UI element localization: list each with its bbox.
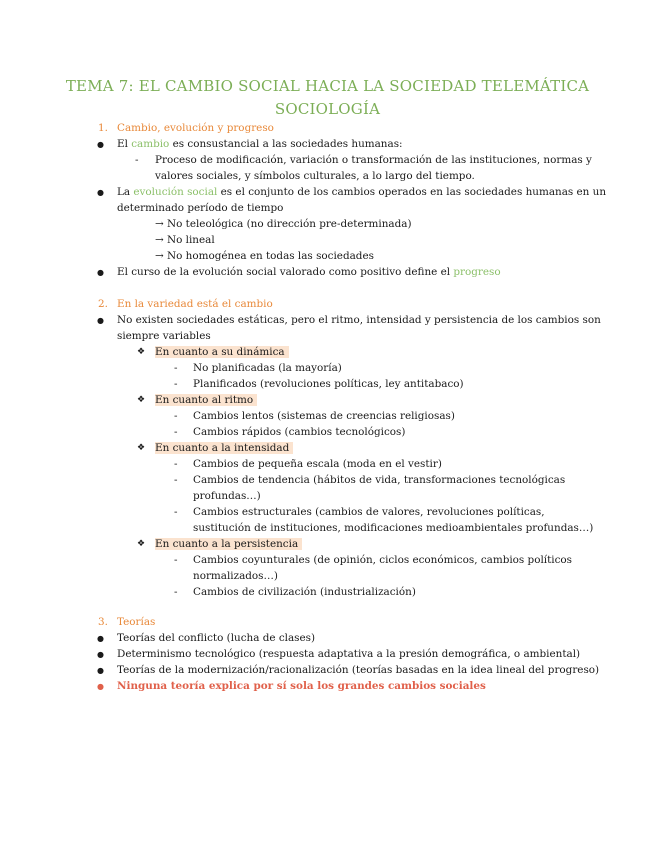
- s2-group-2: [155, 393, 257, 408]
- s2-g3-item-3-line-2: sustitución de instituciones, modificaciones medioambientales profundas…): [193, 522, 594, 534]
- s1-arrow-3: → No homogénea en todas las sociedades: [155, 250, 374, 262]
- dash-icon: -: [174, 474, 178, 486]
- s2-group-2-label: En cuanto al ritmo: [155, 394, 257, 406]
- bullet-icon: ●: [97, 316, 104, 325]
- section-2-number: 2.: [98, 298, 108, 310]
- bullet-icon: ●: [97, 650, 104, 659]
- s2-g3-item-1: Cambios de pequeña escala (moda en el vestir): [193, 458, 442, 470]
- diamond-bullet-icon: ❖: [137, 347, 146, 357]
- s2-g3-item-2-line-1: Cambios de tendencia (hábitos de vida, transformaciones tecnológicas: [193, 474, 566, 486]
- s3-bullet-3: Teorías de la modernización/racionalización (teorías basadas en la idea lineal del progreso): [117, 664, 600, 676]
- s2-g3-item-2-line-2: profundas…): [193, 490, 261, 502]
- s2-bullet-1-line-1: No existen sociedades estáticas, pero el ritmo, intensidad y persistencia de los cambios son: [117, 314, 601, 326]
- s1-arrow-2: → No lineal: [155, 234, 215, 246]
- s2-g4-item-1-line-1: Cambios coyunturales (de opinión, ciclos económicos, cambios políticos: [193, 554, 573, 566]
- s2-g2-item-2: Cambios rápidos (cambios tecnológicos): [193, 426, 406, 438]
- diamond-bullet-icon: ❖: [137, 395, 146, 405]
- s2-bullet-1-line-2: siempre variables: [117, 330, 211, 342]
- s1-b3-highlight: progreso: [453, 266, 501, 278]
- bullet-icon: ●: [97, 268, 104, 277]
- s2-group-3: [155, 441, 293, 456]
- dash-icon: -: [135, 154, 139, 166]
- section-1-number: 1.: [98, 122, 108, 134]
- bullet-icon: ●: [97, 634, 104, 643]
- s2-g4-item-2: Cambios de civilización (industrialización): [193, 586, 416, 598]
- diamond-bullet-icon: ❖: [137, 539, 146, 549]
- dash-icon: -: [174, 506, 178, 518]
- s1-bullet-1: [117, 137, 403, 152]
- dash-icon: -: [174, 554, 178, 566]
- s2-g1-item-1: No planificadas (la mayoría): [193, 362, 342, 374]
- s1-b1-post: es consustancial a las sociedades humanas:: [169, 138, 403, 150]
- s3-bullet-4: Ninguna teoría explica por sí sola los grandes cambios sociales: [117, 680, 486, 692]
- section-1-heading: Cambio, evolución y progreso: [117, 122, 274, 134]
- diamond-bullet-icon: ❖: [137, 443, 146, 453]
- s3-bullet-2: Determinismo tecnológico (respuesta adaptativa a la presión demográfica, o ambiental): [117, 648, 581, 660]
- s2-group-1: [155, 345, 289, 360]
- s2-group-4: [155, 537, 302, 552]
- s1-b2-pre: La: [117, 186, 134, 198]
- dash-icon: -: [174, 362, 178, 374]
- s1-bullet-2-line-2: determinado período de tiempo: [117, 202, 284, 214]
- s1-b2-highlight: evolución social: [133, 186, 218, 198]
- dash-icon: -: [174, 378, 178, 390]
- s1-b2-post: es el conjunto de los cambios operados en las sociedades humanas en un: [217, 186, 607, 198]
- section-3-heading: Teorías: [117, 616, 156, 628]
- s1-b1-pre: El: [117, 138, 132, 150]
- s2-g1-item-2: Planificados (revoluciones políticas, ley antitabaco): [193, 378, 464, 390]
- s1-b1-highlight: cambio: [131, 138, 170, 150]
- s2-group-1-label: En cuanto a su dinámica: [155, 346, 289, 358]
- document-subtitle: SOCIOLOGÍA: [274, 100, 381, 118]
- bullet-icon: ●: [97, 681, 104, 691]
- dash-icon: -: [174, 458, 178, 470]
- bullet-icon: ●: [97, 188, 104, 197]
- s1-b3-pre: El curso de la evolución social valorado como positivo define el: [117, 266, 454, 278]
- section-2-heading: En la variedad está el cambio: [117, 298, 273, 310]
- s2-group-3-label: En cuanto a la intensidad: [155, 442, 293, 454]
- s1-dash-line-1: Proceso de modificación, variación o transformación de las instituciones, normas y: [155, 154, 592, 166]
- bullet-icon: ●: [97, 140, 104, 149]
- bullet-icon: ●: [97, 666, 104, 675]
- s1-dash-line-2: valores sociales, y símbolos culturales, a lo largo del tiempo.: [155, 170, 475, 182]
- s2-g4-item-1-line-2: normalizados…): [193, 570, 278, 582]
- s1-bullet-3: [117, 265, 501, 280]
- s1-arrow-1: → No teleológica (no dirección pre-determinada): [155, 218, 412, 230]
- dash-icon: -: [174, 426, 178, 438]
- s3-bullet-1: Teorías del conflicto (lucha de clases): [117, 632, 316, 644]
- s2-g2-item-1: Cambios lentos (sistemas de creencias religiosas): [193, 410, 455, 422]
- s1-bullet-2: [117, 185, 606, 200]
- document-title: TEMA 7: EL CAMBIO SOCIAL HACIA LA SOCIEDAD TELEMÁTICA: [65, 77, 590, 95]
- dash-icon: -: [174, 586, 178, 598]
- section-3-number: 3.: [98, 616, 108, 628]
- s2-group-4-label: En cuanto a la persistencia: [155, 538, 302, 550]
- s2-g3-item-3-line-1: Cambios estructurales (cambios de valores, revoluciones políticas,: [193, 506, 545, 518]
- dash-icon: -: [174, 410, 178, 422]
